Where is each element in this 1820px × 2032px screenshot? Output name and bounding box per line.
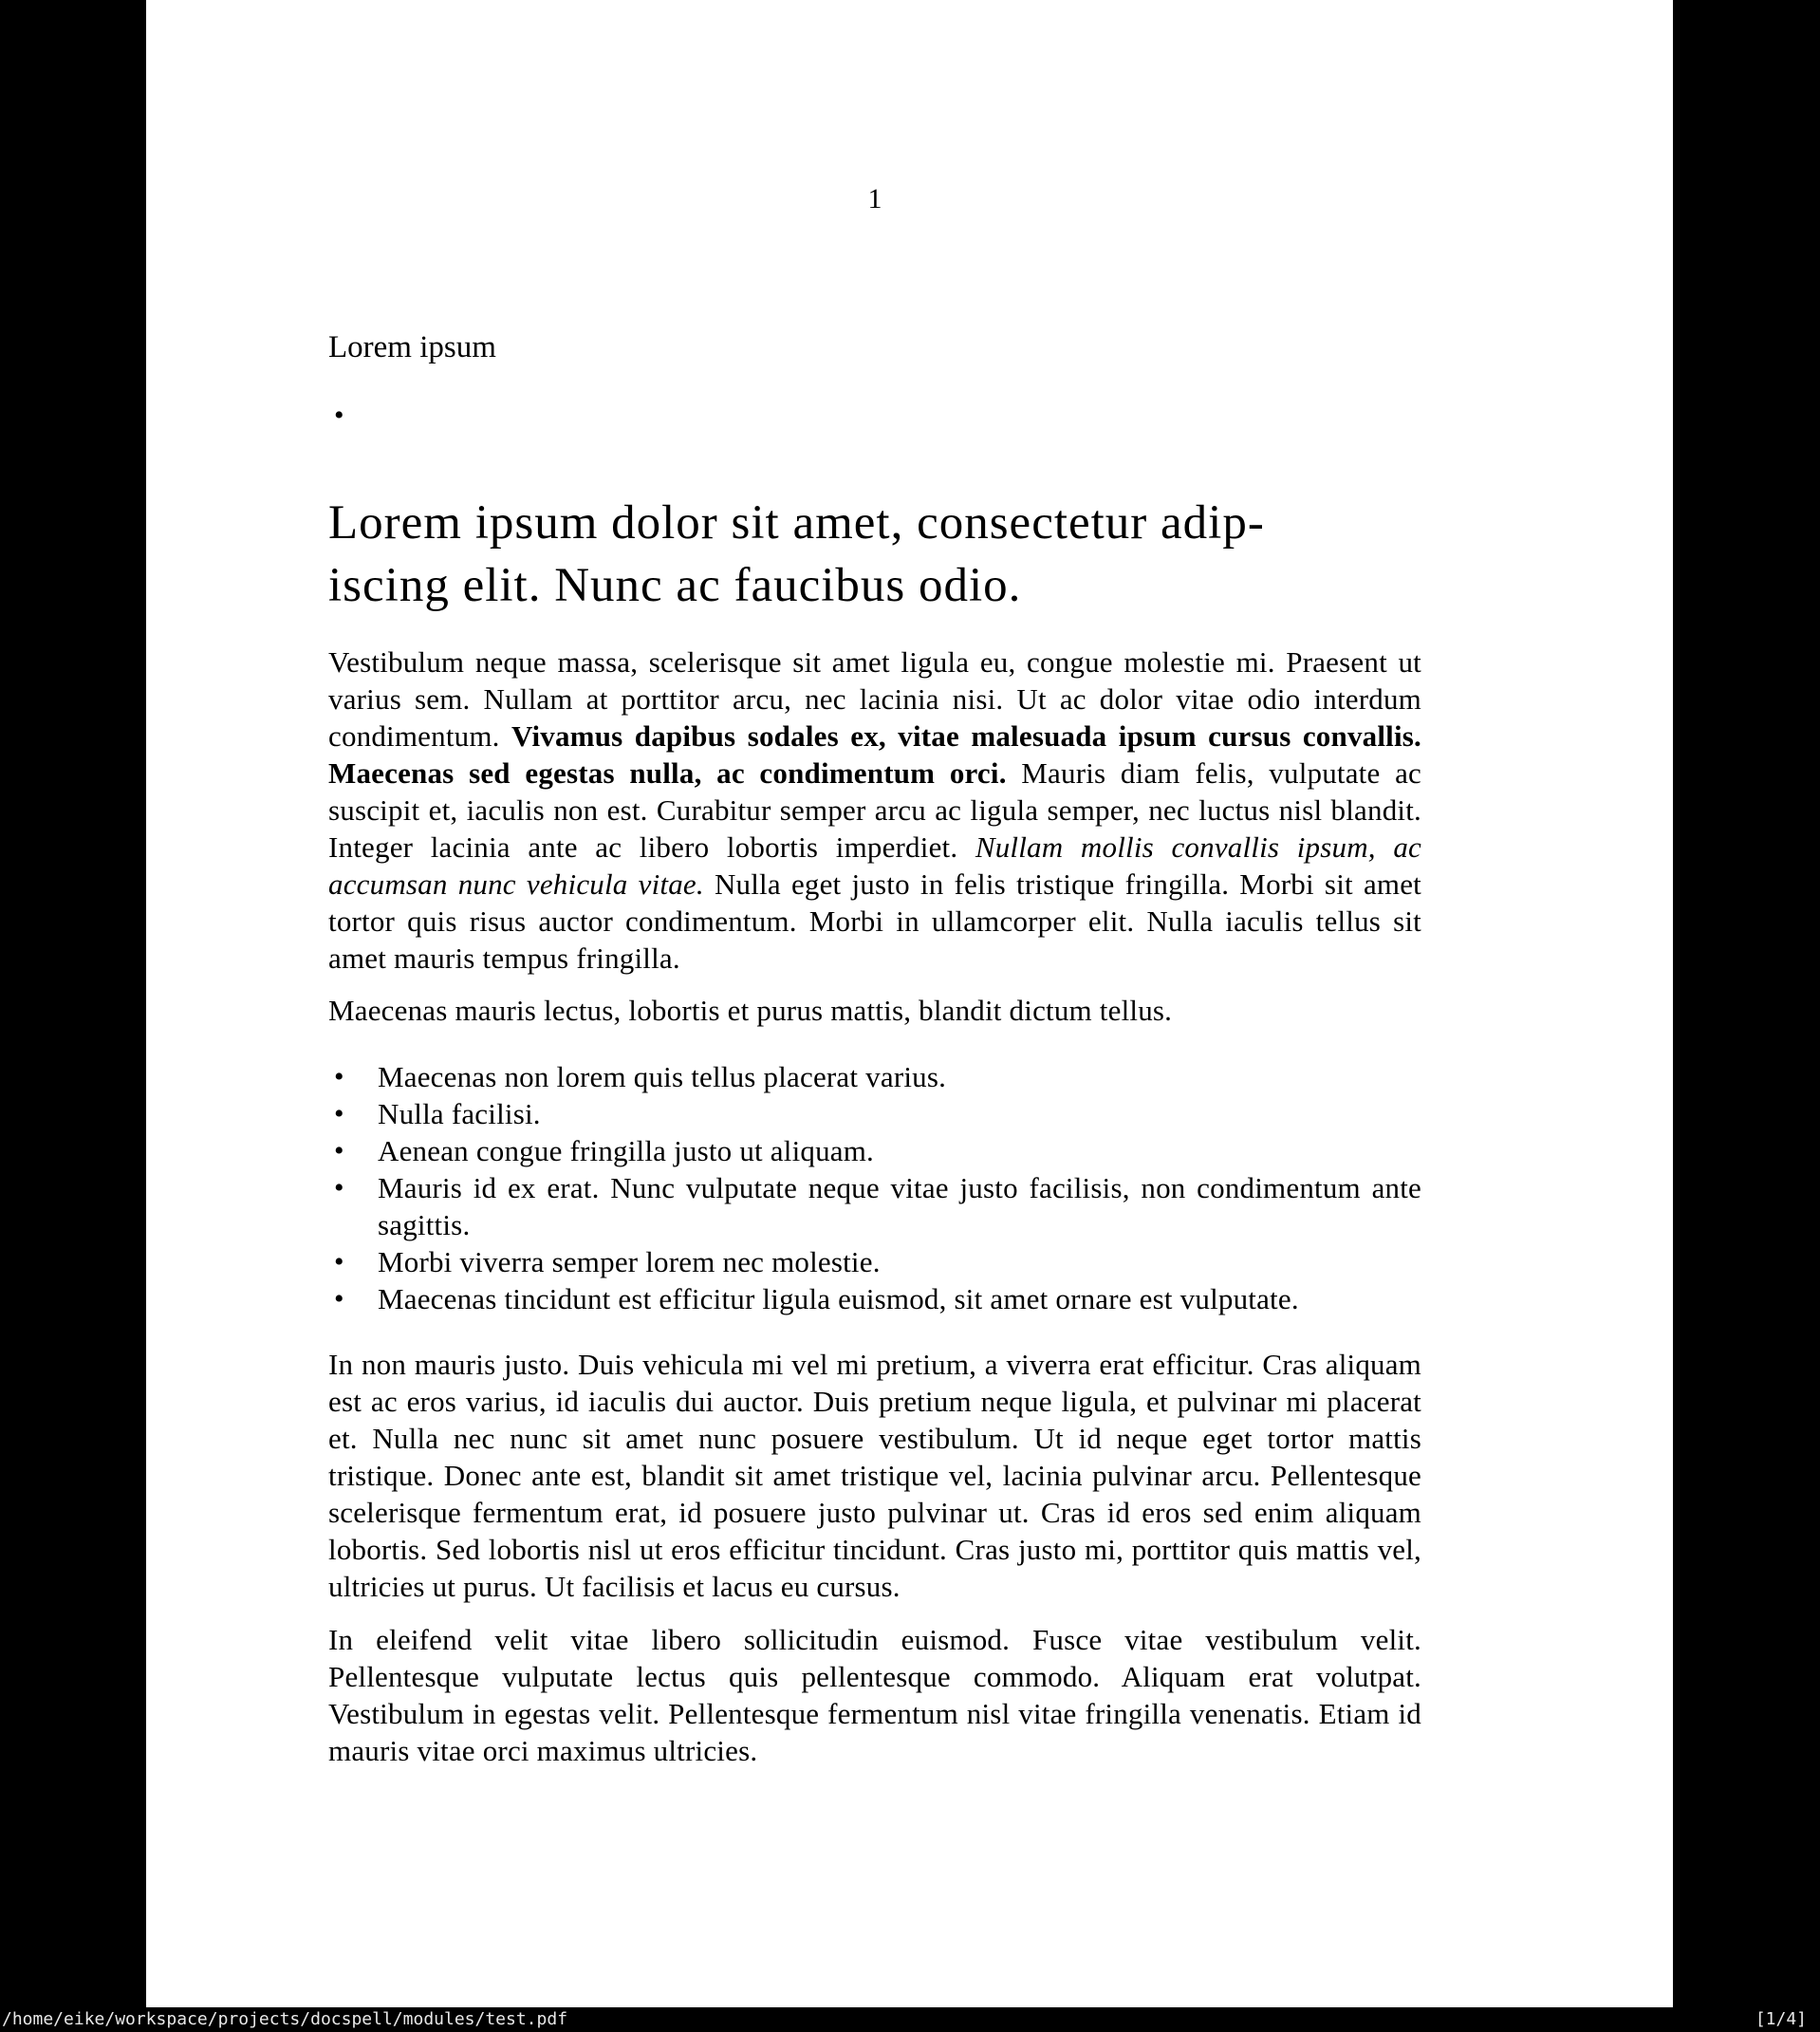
document-page[interactable] bbox=[146, 0, 1673, 2007]
list-item bbox=[328, 1169, 1421, 1243]
heading-line-2: iscing elit. Nunc ac faucibus odio. bbox=[328, 559, 1022, 612]
paragraph-1-text: Mauris diam felis, vulputate ac suscipit et, iaculis non est. Curabitur semper arcu ac ligula semper, nec luctus nisl blandit. Integer lacinia ante ac libero lobortis imperdiet. bbox=[328, 756, 1421, 864]
empty-bullet-item bbox=[328, 397, 1421, 434]
bullet-icon: • bbox=[334, 1172, 344, 1203]
list-item-text: Mauris id ex erat. Nunc vulputate neque vitae justo facilisis, non condimentum ante sagittis. bbox=[378, 1171, 1421, 1241]
bullet-icon: • bbox=[334, 400, 344, 431]
paragraph-1-bold-text: Vivamus dapibus sodales ex, vitae malesuada ipsum cursus convallis. Maecenas sed egestas nulla, ac condimentum orci. bbox=[328, 719, 1421, 790]
list-item bbox=[328, 1243, 1421, 1280]
paragraph-1-italic-text: Nullam mollis convallis ipsum, ac accumsan nunc vehicula vitae. bbox=[328, 830, 1421, 901]
paragraph-4: In eleifend velit vitae libero sollicitudin euismod. Fusce vitae vestibulum velit. Pellentesque vulputate lectus quis pellentesque commodo. Aliquam erat volutpat. Vestibulum in egestas velit. Pellentesque fermentum nisl vitae fringilla venenatis. Etiam id mauris vitae orci maximus ultricies. bbox=[328, 1623, 1421, 1767]
section-heading bbox=[328, 492, 1421, 617]
list-item-text: Maecenas tincidunt est efficitur ligula euismod, sit amet ornare est vulputate. bbox=[378, 1282, 1299, 1315]
bullet-icon: • bbox=[334, 1246, 344, 1277]
bullet-icon: • bbox=[334, 1098, 344, 1129]
statusbar bbox=[0, 2007, 1820, 2032]
page-number: 1 bbox=[867, 183, 882, 214]
bullet-icon: • bbox=[334, 1135, 344, 1166]
paragraph-1 bbox=[328, 643, 1421, 977]
paragraph-3: In non mauris justo. Duis vehicula mi vel mi pretium, a viverra erat efficitur. Cras aliquam est ac eros varius, id iaculis dui auctor. Duis pretium neque ligula, et pulvinar mi placerat et. Nulla nec nunc sit amet nunc posuere vestibulum. Ut id neque eget tortor mattis tristique. Donec ante est, blandit sit amet tristique vel, lacinia pulvinar arcu. Pellentesque scelerisque fermentum erat, id posuere justo pulvinar ut. Cras id eros sed enim aliquam lobortis. Sed lobortis nisl ut eros efficitur tincidunt. Cras justo mi, porttitor quis mattis vel, ultricies ut purus. Ut facilisis et lacus eu cursus. bbox=[328, 1348, 1421, 1603]
list-item-text: Maecenas non lorem quis tellus placerat varius. bbox=[378, 1060, 947, 1093]
list-item-text: Morbi viverra semper lorem nec molestie. bbox=[378, 1245, 881, 1278]
list-item-text: Nulla facilisi. bbox=[378, 1097, 541, 1130]
text-column bbox=[328, 0, 1421, 1769]
heading-line-1: Lorem ipsum dolor sit amet, consectetur adip- bbox=[328, 496, 1265, 550]
list-item bbox=[328, 1280, 1421, 1317]
list-item bbox=[328, 1058, 1421, 1095]
list-item bbox=[328, 1132, 1421, 1169]
list-item-text: Aenean congue fringilla justo ut aliquam. bbox=[378, 1134, 874, 1167]
lead-paragraph: Lorem ipsum bbox=[328, 330, 496, 364]
bullet-icon: • bbox=[334, 1061, 344, 1092]
paragraph-1-text: Vestibulum neque massa, scelerisque sit amet ligula eu, congue molestie mi. Praesent ut varius sem. Nullam at porttitor arcu, nec lacinia nisi. Ut ac dolor vitae odio interdum condimentum. bbox=[328, 645, 1421, 753]
bullet-list bbox=[328, 1058, 1421, 1317]
list-item bbox=[328, 1095, 1421, 1132]
paragraph-2: Maecenas mauris lectus, lobortis et purus mattis, blandit dictum tellus. bbox=[328, 994, 1173, 1027]
statusbar-page-indicator: [1/4] bbox=[1755, 2009, 1807, 2029]
paragraph-1-text: Nulla eget justo in felis tristique fringilla. Morbi sit amet tortor quis risus auctor condimentum. Morbi in ullamcorper elit. Nulla iaculis tellus sit amet mauris tempus fringilla. bbox=[328, 867, 1421, 975]
bullet-icon: • bbox=[334, 1283, 344, 1314]
statusbar-file-path: /home/eike/workspace/projects/docspell/modules/test.pdf bbox=[2, 2009, 568, 2029]
